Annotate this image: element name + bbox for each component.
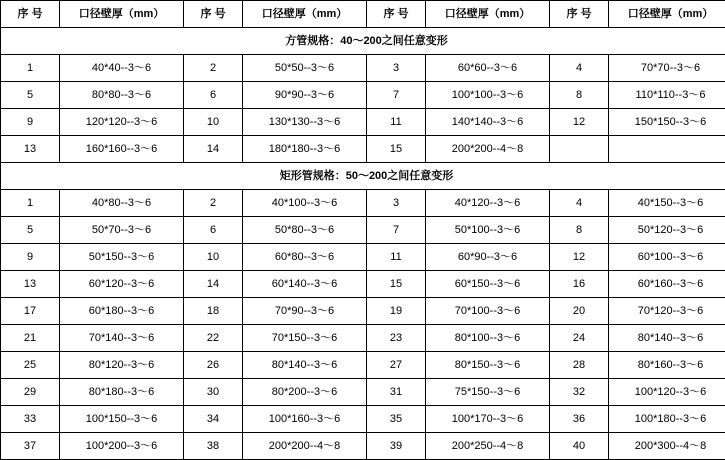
- header-spec-4: 口径壁厚（mm）: [609, 1, 725, 28]
- row-spec: 50*100--3～6: [426, 217, 550, 244]
- row-index: 14: [184, 271, 243, 298]
- row-index: 21: [1, 325, 60, 352]
- row-index: 4: [550, 55, 609, 82]
- table-row: [1, 190, 725, 217]
- row-index: 35: [367, 406, 426, 433]
- row-spec: 40*80--3～6: [60, 190, 184, 217]
- row-index: 22: [184, 325, 243, 352]
- header-spec-1: 口径壁厚（mm）: [60, 1, 184, 28]
- row-spec: 100*150--3～6: [60, 406, 184, 433]
- table-row: [1, 352, 725, 379]
- row-spec: 70*120--3～6: [609, 298, 725, 325]
- row-spec: 100*180--3～6: [609, 406, 725, 433]
- row-spec: 100*120--3～6: [609, 379, 725, 406]
- row-index: 2: [184, 55, 243, 82]
- header-index-1: 序 号: [1, 1, 60, 28]
- row-index: 1: [1, 55, 60, 82]
- table-header-row: [1, 1, 725, 28]
- row-index: 7: [367, 82, 426, 109]
- table-row: [1, 271, 725, 298]
- row-index: 37: [1, 433, 60, 460]
- row-spec: 50*80--3～6: [243, 217, 367, 244]
- row-spec: 40*100--3～6: [243, 190, 367, 217]
- row-index: 3: [367, 55, 426, 82]
- row-index: 9: [1, 244, 60, 271]
- table-body: [1, 1, 725, 460]
- row-spec: 200*200--4～8: [426, 136, 550, 163]
- row-spec: 40*40--3～6: [60, 55, 184, 82]
- row-index: 1: [1, 190, 60, 217]
- row-index: 6: [184, 82, 243, 109]
- row-index: 23: [367, 325, 426, 352]
- table-row: [1, 109, 725, 136]
- section-title-row: [1, 28, 725, 55]
- row-spec: 50*50--3～6: [243, 55, 367, 82]
- row-index: 13: [1, 271, 60, 298]
- row-spec: 80*150--3～6: [426, 352, 550, 379]
- table-row: [1, 217, 725, 244]
- row-index: 12: [550, 244, 609, 271]
- table-row: [1, 325, 725, 352]
- row-spec: 60*120--3～6: [60, 271, 184, 298]
- row-index: 18: [184, 298, 243, 325]
- row-spec: 60*160--3～6: [609, 271, 725, 298]
- row-spec: 200*300--4～8: [609, 433, 725, 460]
- row-spec: 160*160--3～6: [60, 136, 184, 163]
- row-index: 17: [1, 298, 60, 325]
- row-index: 7: [367, 217, 426, 244]
- row-spec: 200*200--4～8: [243, 433, 367, 460]
- row-spec: 200*250--4～8: [426, 433, 550, 460]
- row-spec: 150*150--3～6: [609, 109, 725, 136]
- row-index: 8: [550, 217, 609, 244]
- row-index: 29: [1, 379, 60, 406]
- row-spec: 100*160--3～6: [243, 406, 367, 433]
- row-index: 8: [550, 82, 609, 109]
- row-index: 15: [367, 136, 426, 163]
- row-index: 16: [550, 271, 609, 298]
- row-index: 11: [367, 109, 426, 136]
- row-spec: 50*150--3～6: [60, 244, 184, 271]
- row-index: 3: [367, 190, 426, 217]
- row-spec: 60*60--3～6: [426, 55, 550, 82]
- row-spec: 70*140--3～6: [60, 325, 184, 352]
- table-row: [1, 433, 725, 460]
- row-index: 27: [367, 352, 426, 379]
- row-spec: 80*100--3～6: [426, 325, 550, 352]
- row-index: 10: [184, 244, 243, 271]
- row-index: 11: [367, 244, 426, 271]
- row-spec: 100*170--3～6: [426, 406, 550, 433]
- table-row: [1, 136, 725, 163]
- row-spec: 80*140--3～6: [243, 352, 367, 379]
- table-row: [1, 82, 725, 109]
- table-row: [1, 406, 725, 433]
- table-row: [1, 244, 725, 271]
- row-spec: 70*90--3～6: [243, 298, 367, 325]
- row-spec: 180*180--3～6: [243, 136, 367, 163]
- row-index: 38: [184, 433, 243, 460]
- row-spec: 100*200--3～6: [60, 433, 184, 460]
- row-spec: 100*100--3～6: [426, 82, 550, 109]
- row-index: 32: [550, 379, 609, 406]
- row-spec: 60*180--3～6: [60, 298, 184, 325]
- row-spec: 70*100--3～6: [426, 298, 550, 325]
- row-index: 14: [184, 136, 243, 163]
- row-spec: 60*90--3～6: [426, 244, 550, 271]
- row-index-empty: [550, 136, 609, 163]
- row-index: 5: [1, 217, 60, 244]
- row-index: 10: [184, 109, 243, 136]
- row-index: 36: [550, 406, 609, 433]
- row-spec: 140*140--3～6: [426, 109, 550, 136]
- row-index: 24: [550, 325, 609, 352]
- section-title-square-pipe: 方管规格：40～200之间任意变形: [1, 28, 725, 55]
- row-index: 20: [550, 298, 609, 325]
- header-index-3: 序 号: [367, 1, 426, 28]
- row-spec: 80*180--3～6: [60, 379, 184, 406]
- row-index: 6: [184, 217, 243, 244]
- row-spec: 60*150--3～6: [426, 271, 550, 298]
- row-index: 2: [184, 190, 243, 217]
- row-index: 40: [550, 433, 609, 460]
- row-spec: 60*140--3～6: [243, 271, 367, 298]
- row-index: 30: [184, 379, 243, 406]
- row-index: 28: [550, 352, 609, 379]
- row-spec: 50*120--3～6: [609, 217, 725, 244]
- table-row: [1, 298, 725, 325]
- header-spec-2: 口径壁厚（mm）: [243, 1, 367, 28]
- row-spec: 120*120--3～6: [60, 109, 184, 136]
- row-index: 33: [1, 406, 60, 433]
- row-spec: 80*200--3～6: [243, 379, 367, 406]
- row-index: 13: [1, 136, 60, 163]
- header-index-2: 序 号: [184, 1, 243, 28]
- row-spec: 60*100--3～6: [609, 244, 725, 271]
- row-spec: 130*130--3～6: [243, 109, 367, 136]
- table-row: [1, 55, 725, 82]
- row-index: 12: [550, 109, 609, 136]
- row-index: 34: [184, 406, 243, 433]
- row-index: 5: [1, 82, 60, 109]
- row-index: 4: [550, 190, 609, 217]
- row-spec: 40*150--3～6: [609, 190, 725, 217]
- row-index: 25: [1, 352, 60, 379]
- header-spec-3: 口径壁厚（mm）: [426, 1, 550, 28]
- row-index: 26: [184, 352, 243, 379]
- row-spec: 50*70--3～6: [60, 217, 184, 244]
- row-spec: 40*120--3～6: [426, 190, 550, 217]
- row-spec: 60*80--3～6: [243, 244, 367, 271]
- row-spec: 70*70--3～6: [609, 55, 725, 82]
- row-spec: 75*150--3～6: [426, 379, 550, 406]
- header-index-4: 序 号: [550, 1, 609, 28]
- row-spec: 110*110--3～6: [609, 82, 725, 109]
- row-spec: 70*150--3～6: [243, 325, 367, 352]
- table-row: [1, 379, 725, 406]
- row-spec: 80*160--3～6: [609, 352, 725, 379]
- row-spec-empty: [609, 136, 725, 163]
- row-spec: 90*90--3～6: [243, 82, 367, 109]
- row-index: 19: [367, 298, 426, 325]
- row-spec: 80*80--3～6: [60, 82, 184, 109]
- row-index: 9: [1, 109, 60, 136]
- row-spec: 80*140--3～6: [609, 325, 725, 352]
- row-index: 39: [367, 433, 426, 460]
- row-spec: 80*120--3～6: [60, 352, 184, 379]
- row-index: 15: [367, 271, 426, 298]
- row-index: 31: [367, 379, 426, 406]
- section-title-row: [1, 163, 725, 190]
- section-title-rectangular-pipe: 矩形管规格：50～200之间任意变形: [1, 163, 725, 190]
